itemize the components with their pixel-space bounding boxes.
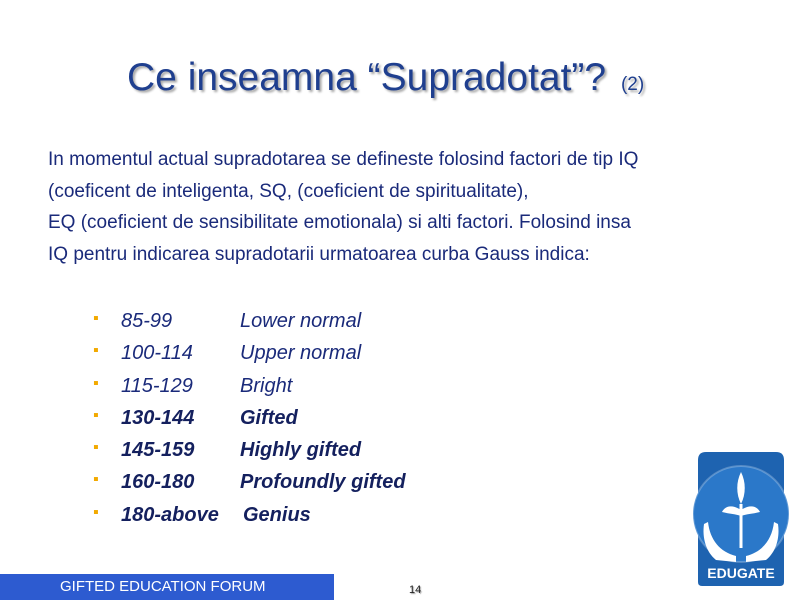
- logo-text: EDUGATE: [707, 565, 775, 581]
- iq-label: Highly gifted: [240, 439, 362, 462]
- iq-label: Genius: [243, 503, 311, 526]
- iq-range: 130-144: [121, 406, 195, 429]
- iq-label: Profoundly gifted: [240, 471, 406, 494]
- iq-range: 85-99: [121, 310, 173, 332]
- iq-label: Lower normal: [240, 310, 362, 332]
- bullet-icon: ▪: [93, 503, 99, 521]
- slide-title-text: Ce inseamna “Supradotat”?: [127, 56, 607, 99]
- paragraph-line: In momentul actual supradotarea se defineste folosind factori de tip IQ: [48, 149, 639, 170]
- iq-label: Upper normal: [240, 342, 362, 365]
- bullet-icon: ▪: [93, 374, 99, 392]
- paragraph-line: EQ (coeficient de sensibilitate emotionala) si alti factori. Folosind insa: [48, 212, 631, 233]
- iq-label: Bright: [240, 374, 293, 397]
- iq-range: 145-159: [121, 439, 195, 462]
- bullet-icon: ▪: [93, 342, 99, 360]
- iq-range: 100-114: [121, 342, 193, 365]
- slide-title-suffix: (2): [620, 74, 645, 95]
- bullet-icon: ▪: [93, 406, 99, 424]
- iq-range: 115-129: [121, 374, 193, 397]
- iq-label: Gifted: [240, 406, 298, 429]
- bullet-icon: ▪: [93, 439, 99, 457]
- bullet-icon: ▪: [93, 310, 99, 327]
- slide-title: [127, 56, 644, 100]
- page-number: 14: [409, 584, 422, 596]
- iq-range: 180-above: [121, 503, 219, 526]
- bullet-icon: ▪: [93, 471, 99, 489]
- paragraph-line: (coeficent de inteligenta, SQ, (coeficient de spiritualitate),: [48, 180, 529, 202]
- iq-range: 160-180: [121, 471, 195, 494]
- footer-bar: [0, 574, 334, 600]
- intro-paragraph: [48, 144, 638, 270]
- paragraph-line: IQ pentru indicarea supradotarii urmatoarea curba Gauss indica:: [48, 243, 590, 265]
- footer-text: GIFTED EDUCATION FORUM: [60, 578, 266, 595]
